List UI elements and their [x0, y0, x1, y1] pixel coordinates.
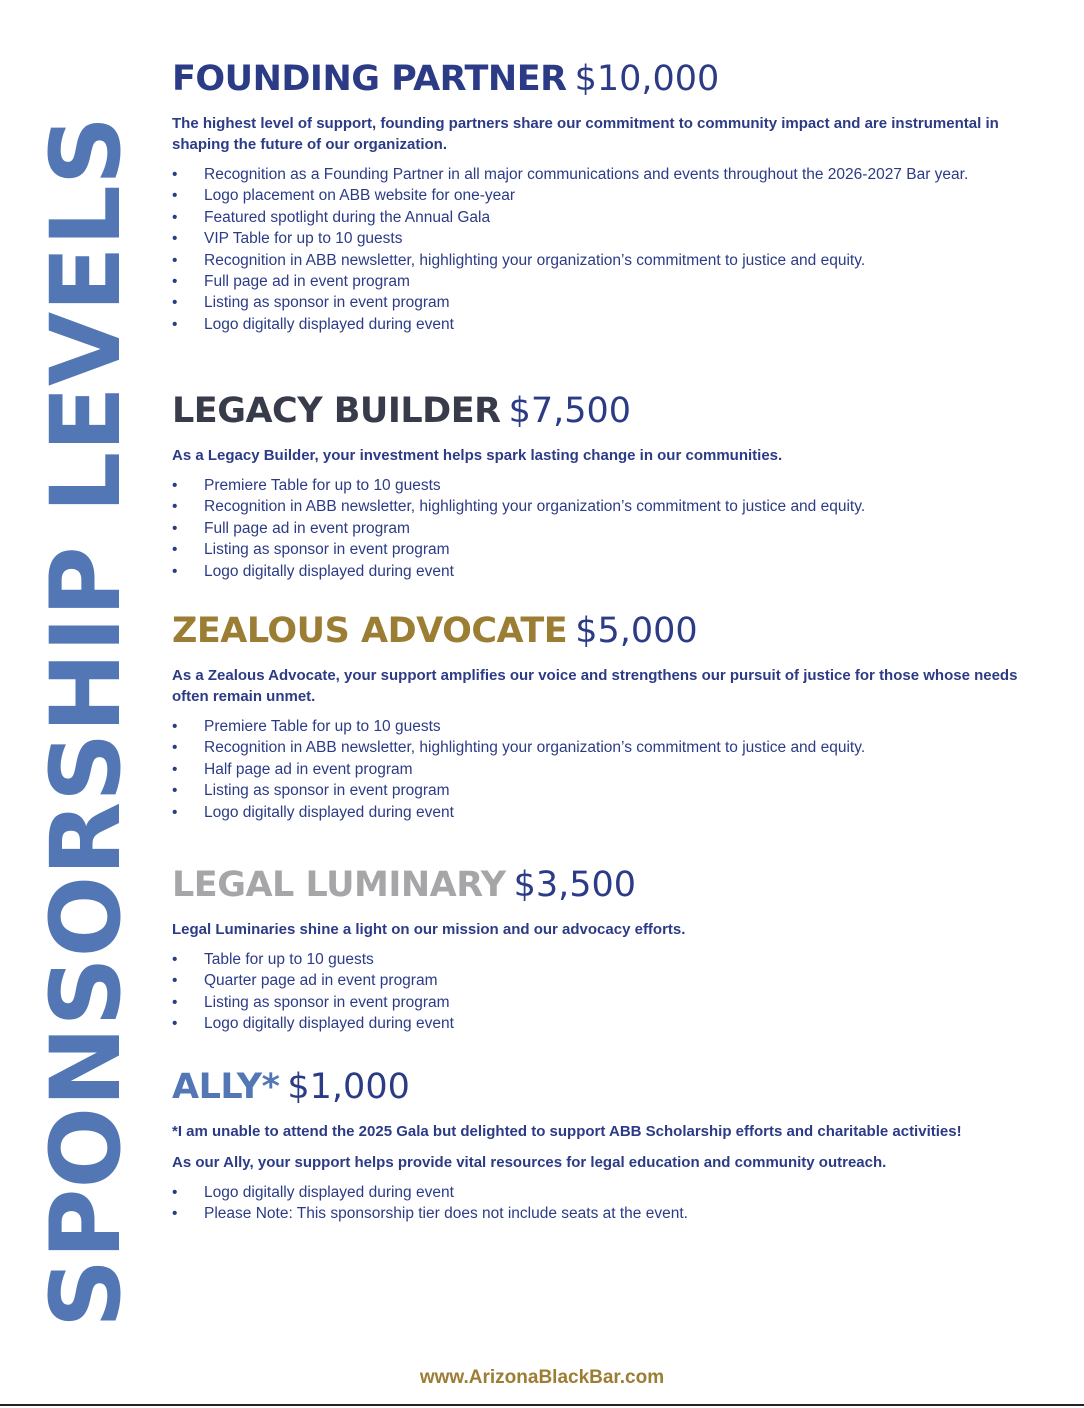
tier-heading [172, 611, 1052, 651]
benefit-item: • Logo digitally displayed during event [172, 561, 1034, 582]
tier-legal-luminary [172, 865, 1052, 1035]
tier-description: Legal Luminaries shine a light on our mission and our advocacy efforts. [172, 921, 686, 938]
tier-founding-partner [172, 59, 1052, 335]
benefit-item: • Please Note: This sponsorship tier does not include seats at the event. [172, 1203, 1034, 1224]
benefit-list [172, 164, 1052, 335]
tier-description: As a Zealous Advocate, your support amplifies our voice and strengthens our pursuit of justice for those whose needs often remain unmet. [172, 667, 1018, 705]
tier-name: ZEALOUS ADVOCATE [172, 611, 568, 651]
bullet-icon: • [172, 1205, 178, 1223]
benefit-item: • VIP Table for up to 10 guests [172, 228, 1034, 249]
benefit-item: • Table for up to 10 guests [172, 949, 1034, 970]
bullet-icon: • [172, 541, 178, 559]
benefit-item: • Listing as sponsor in event program [172, 992, 1034, 1013]
tier-name: FOUNDING PARTNER [172, 59, 567, 99]
bullet-icon: • [172, 782, 178, 800]
tier-name: LEGAL LUMINARY [172, 865, 506, 905]
website-link[interactable]: www.ArizonaBlackBar.com [419, 1367, 665, 1388]
tier-heading [172, 59, 1052, 99]
bottom-divider [0, 1404, 1084, 1406]
bullet-icon: • [172, 315, 178, 333]
benefit-list [172, 1182, 1052, 1225]
benefit-list [172, 949, 1052, 1035]
benefit-item: • Logo digitally displayed during event [172, 1182, 1034, 1203]
tier-description: As a Legacy Builder, your investment helps spark lasting change in our communities. [172, 447, 783, 464]
tier-name: LEGACY BUILDER [172, 391, 501, 431]
tier-ally [172, 1067, 1052, 1225]
benefit-item: • Logo digitally displayed during event [172, 314, 1034, 335]
benefit-item: • Recognition in ABB newsletter, highlighting your organization’s commitment to justice and equity. [172, 737, 1034, 758]
bullet-icon: • [172, 1184, 178, 1201]
benefit-item: • Recognition as a Founding Partner in all major communications and events throughout the 2026-2027 Bar year. [172, 164, 1034, 185]
benefit-item: • Recognition in ABB newsletter, highlighting your organization’s commitment to justice and equity. [172, 496, 1034, 517]
bullet-icon: • [172, 230, 178, 248]
bullet-icon: • [172, 519, 178, 537]
benefit-item: • Logo digitally displayed during event [172, 802, 1034, 823]
page-title: SPONSORSHIP LEVELS [30, 115, 142, 1328]
tier-price: $5,000 [575, 611, 698, 651]
benefit-list [172, 475, 1052, 582]
bullet-icon: • [172, 251, 178, 269]
benefit-item: • Recognition in ABB newsletter, highlighting your organization’s commitment to justice and equity. [172, 250, 1034, 271]
bullet-icon: • [172, 187, 178, 205]
tier-legacy-builder [172, 391, 1052, 582]
tier-description: The highest level of support, founding partners share our commitment to community impact and are instrumental in shaping the future of our organization. [172, 115, 999, 153]
tier-price: $10,000 [574, 59, 720, 99]
benefit-item: • Full page ad in event program [172, 518, 1034, 539]
benefit-item: • Full page ad in event program [172, 271, 1034, 292]
bullet-icon: • [172, 803, 178, 821]
benefit-item: • Listing as sponsor in event program [172, 539, 1034, 560]
benefit-item: • Premiere Table for up to 10 guests [172, 716, 1034, 737]
bullet-icon: • [172, 739, 178, 757]
tier-price: $3,500 [513, 865, 637, 905]
benefit-item: • Listing as sponsor in event program [172, 292, 1034, 313]
benefit-list [172, 716, 1052, 823]
tier-price: $7,500 [508, 391, 632, 431]
bullet-icon: • [172, 951, 178, 968]
bullet-icon: • [172, 1015, 178, 1033]
bullet-icon: • [172, 208, 178, 226]
bullet-icon: • [172, 166, 178, 183]
benefit-item: • Logo placement on ABB website for one-year [172, 185, 1034, 206]
benefit-item: • Premiere Table for up to 10 guests [172, 475, 1034, 496]
benefit-item: • Half page ad in event program [172, 759, 1034, 780]
bullet-icon: • [172, 760, 178, 778]
benefit-item: • Quarter page ad in event program [172, 970, 1034, 991]
bullet-icon: • [172, 972, 178, 990]
benefit-item: • Featured spotlight during the Annual Gala [172, 207, 1034, 228]
bullet-icon: • [172, 477, 178, 494]
bullet-icon: • [172, 562, 178, 580]
tier-description: As our Ally, your support helps provide vital resources for legal education and community outreach. [172, 1154, 887, 1171]
tier-heading [172, 1067, 1052, 1107]
tier-price: $1,000 [287, 1067, 410, 1107]
benefit-item: • Logo digitally displayed during event [172, 1013, 1034, 1034]
tier-name: ALLY* [172, 1067, 280, 1107]
bullet-icon: • [172, 993, 178, 1011]
tier-heading [172, 865, 1052, 905]
benefit-item: • Listing as sponsor in event program [172, 780, 1034, 801]
tier-heading [172, 391, 1052, 431]
tier-disclaimer: *I am unable to attend the 2025 Gala but delighted to support ABB Scholarship efforts and charitable activities! [172, 1123, 962, 1140]
bullet-icon: • [172, 718, 178, 735]
tier-zealous-advocate [172, 611, 1052, 823]
bullet-icon: • [172, 273, 178, 291]
bullet-icon: • [172, 294, 178, 312]
bullet-icon: • [172, 498, 178, 516]
